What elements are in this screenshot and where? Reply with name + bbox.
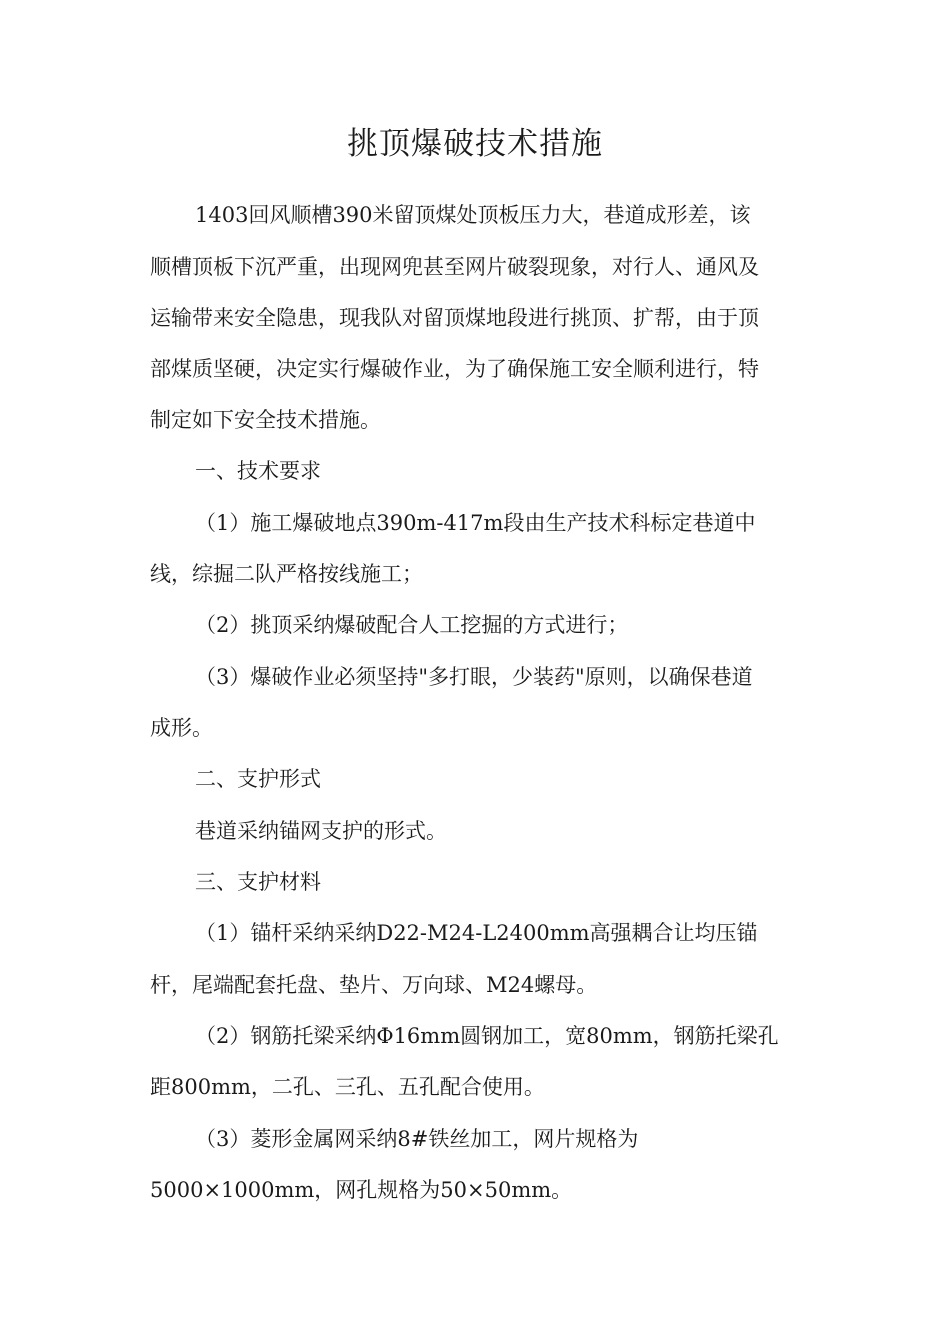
document-title: 挑顶爆破技术措施	[347, 126, 603, 162]
paragraph-line: 部煤质坚硬，决定实行爆破作业，为了确保施工安全顺利进行，特	[150, 357, 759, 381]
paragraph-line: 运输带来安全隐患，现我队对留顶煤地段进行挑顶、扩帮，由于顶	[150, 306, 759, 330]
paragraph-line: （3）菱形金属网采纳8#铁丝加工，网片规格为	[195, 1127, 639, 1151]
section-heading: 三、支护材料	[195, 870, 321, 894]
section-heading: 一、技术要求	[195, 459, 321, 483]
paragraph-line: （1）锚杆采纳采纳D22-M24-L2400mm高强耦合让均压锚	[195, 921, 758, 945]
paragraph-line: 5000×1000mm，网孔规格为50×50mm。	[150, 1178, 573, 1202]
paragraph-line: 制定如下安全技术措施。	[150, 408, 381, 432]
paragraph-line: 巷道采纳锚网支护的形式。	[195, 819, 447, 843]
section-heading: 二、支护形式	[195, 767, 321, 791]
paragraph-line: （1）施工爆破地点390m-417m段由生产技术科标定巷道中	[195, 511, 756, 535]
paragraph-line: 顺槽顶板下沉严重，出现网兜甚至网片破裂现象，对行人、通风及	[150, 255, 759, 279]
paragraph-line: 距800mm，二孔、三孔、五孔配合使用。	[150, 1075, 545, 1099]
paragraph-line: （2）挑顶采纳爆破配合人工挖掘的方式进行；	[195, 613, 629, 637]
paragraph-line: 成形。	[150, 716, 213, 740]
paragraph-line: （3）爆破作业必须坚持"多打眼，少装药"原则，以确保巷道	[195, 665, 753, 689]
paragraph-line: 线，综掘二队严格按线施工；	[150, 562, 423, 586]
paragraph-line: 杆，尾端配套托盘、垫片、万向球、M24螺母。	[150, 973, 598, 997]
paragraph-line: （2）钢筋托梁采纳Φ16mm圆钢加工，宽80mm，钢筋托梁孔	[195, 1024, 779, 1048]
paragraph-line: 1403回风顺槽390米留顶煤处顶板压力大，巷道成形差，该	[195, 203, 751, 227]
